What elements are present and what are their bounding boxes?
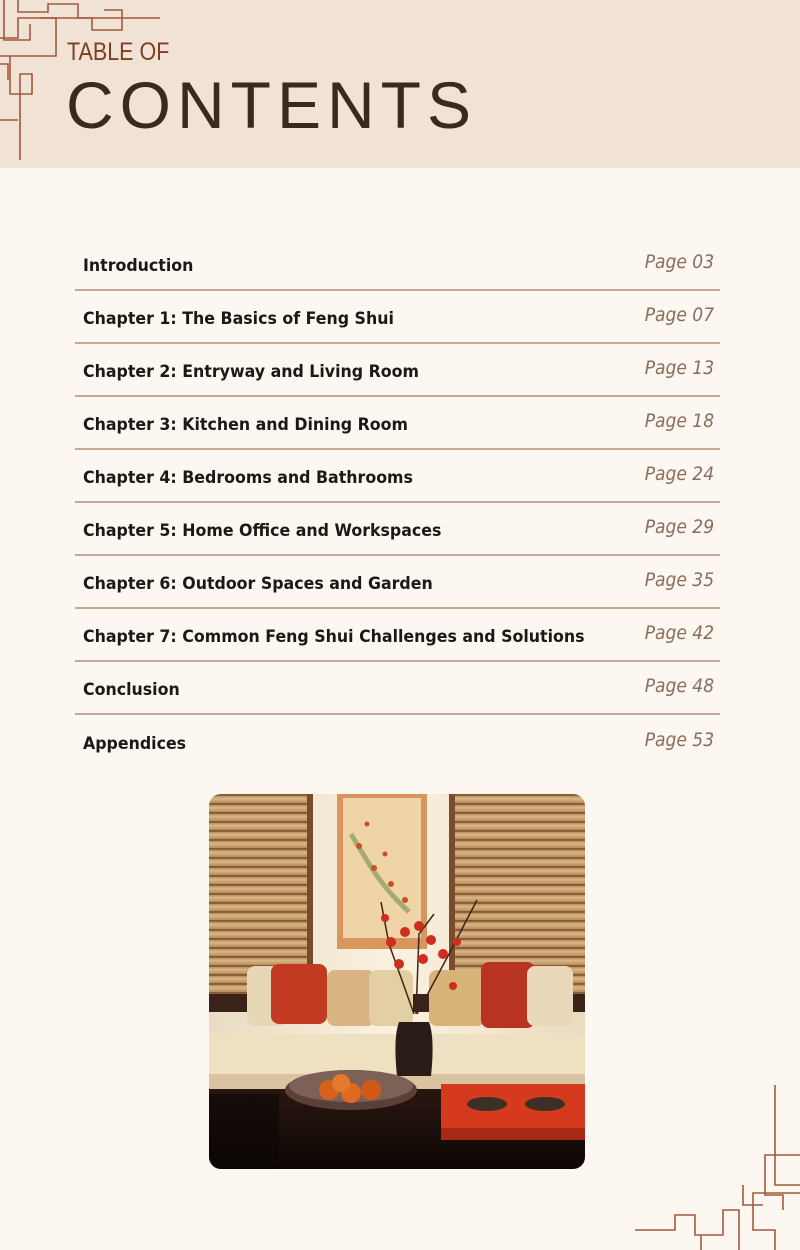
toc-row-introduction[interactable] — [75, 238, 720, 291]
header-band — [0, 0, 800, 168]
toc-entry-title: Chapter 4: Bedrooms and Bathrooms — [83, 467, 413, 488]
toc-page-number: Page 07 — [644, 303, 714, 326]
toc-page-number: Page 18 — [644, 409, 714, 432]
toc-entry-title: Chapter 5: Home Office and Workspaces — [83, 520, 442, 541]
table-of-contents — [75, 238, 720, 768]
toc-entry-title: Chapter 7: Common Feng Shui Challenges and Solutions — [83, 626, 585, 647]
toc-row-chapter-5[interactable] — [75, 503, 720, 556]
toc-row-chapter-4[interactable] — [75, 450, 720, 503]
toc-page-number: Page 53 — [644, 728, 714, 751]
toc-page-number: Page 24 — [644, 462, 714, 485]
living-room-photo — [209, 794, 585, 1169]
toc-entry-title: Appendices — [83, 733, 187, 754]
toc-entry-title: Chapter 2: Entryway and Living Room — [83, 361, 419, 382]
toc-row-chapter-6[interactable] — [75, 556, 720, 609]
toc-entry-title: Chapter 3: Kitchen and Dining Room — [83, 414, 409, 435]
toc-row-chapter-3[interactable] — [75, 397, 720, 450]
toc-row-chapter-2[interactable] — [75, 344, 720, 397]
toc-row-chapter-7[interactable] — [75, 609, 720, 662]
toc-page-number: Page 35 — [644, 568, 714, 591]
page-title: CONTENTS — [66, 68, 477, 142]
toc-page-number: Page 42 — [644, 621, 714, 644]
lattice-ornament-icon — [635, 1085, 800, 1250]
toc-entry-title: Introduction — [83, 255, 194, 276]
toc-entry-title: Chapter 6: Outdoor Spaces and Garden — [83, 573, 433, 594]
toc-page-number: Page 48 — [644, 674, 714, 697]
toc-row-chapter-1[interactable] — [75, 291, 720, 344]
toc-page-number: Page 03 — [644, 250, 714, 273]
toc-row-conclusion[interactable] — [75, 662, 720, 715]
toc-page-number: Page 13 — [644, 356, 714, 379]
title-prefix: TABLE OF — [67, 38, 170, 66]
toc-entry-title: Chapter 1: The Basics of Feng Shui — [83, 308, 394, 329]
toc-page-number: Page 29 — [644, 515, 714, 538]
toc-entry-title: Conclusion — [83, 679, 180, 700]
toc-row-appendices[interactable] — [75, 715, 720, 768]
